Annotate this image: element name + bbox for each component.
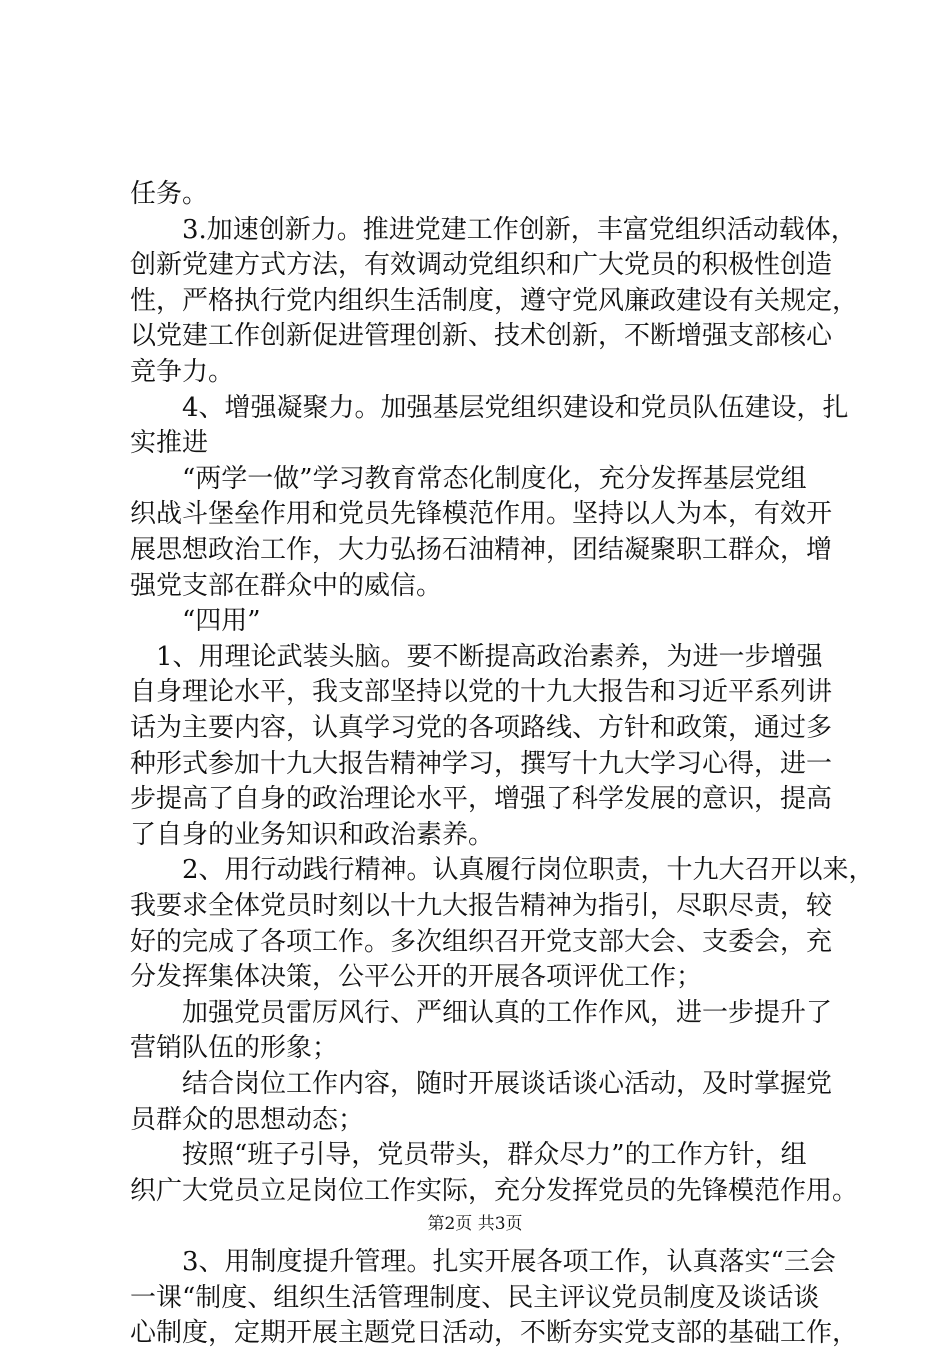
- text-line: “两学一做”学习教育常态化制度化，充分发挥基层党组: [130, 463, 807, 494]
- text-line: “四用”: [130, 606, 261, 637]
- text-line: 了自身的业务知识和政治素养。: [130, 819, 495, 850]
- text-line: 加强党员雷厉风行、严细认真的工作作风，进一步提升了: [130, 997, 833, 1028]
- text-line: 2、用行动践行精神。认真履行岗位职责，十九大召开以来，: [130, 855, 875, 886]
- text-line: 强党支部在群众中的威信。: [130, 570, 443, 601]
- text-line: 以党建工作创新促进管理创新、技术创新，不断增强支部核心: [130, 321, 833, 352]
- text-line: 4、增强凝聚力。加强基层党组织建设和党员队伍建设，扎: [130, 392, 849, 423]
- text-line: 我要求全体党员时刻以十九大报告精神为指引，尽职尽责，较: [130, 891, 833, 921]
- text-line: 营销队伍的形象；: [130, 1033, 339, 1064]
- text-line: 竞争力。: [130, 357, 235, 387]
- text-line: 员群众的思想动态；: [130, 1104, 365, 1135]
- text-line: 3、用制度提升管理。扎实开展各项工作，认真落实“三会: [130, 1247, 836, 1277]
- text-line: 一课“制度、组织生活管理制度、民主评议党员制度及谈话谈: [130, 1282, 820, 1313]
- text-line: 好的完成了各项工作。多次组织召开党支部大会、支委会，充: [130, 926, 833, 957]
- text-line: 任务。: [130, 179, 209, 209]
- text-line: 1、用理论武装头脑。要不断提高政治素养，为进一步增强: [130, 641, 823, 672]
- text-line: 展思想政治工作，大力弘扬石油精神，团结凝聚职工群众，增: [130, 535, 833, 565]
- text-line: 实推进: [130, 428, 209, 459]
- text-line: 按照“班子引导，党员带头，群众尽力”的工作方针，组: [130, 1140, 807, 1171]
- page-footer: 第2页 共3页: [427, 1214, 523, 1234]
- text-line: 种形式参加十九大报告精神学习，撰写十九大学习心得，进一: [130, 748, 833, 779]
- text-line: 话为主要内容，认真学习党的各项路线、方针和政策，通过多: [130, 713, 833, 743]
- text-line: 3.加速创新力。推进党建工作创新，丰富党组织活动载体，: [130, 214, 857, 245]
- text-line: 步提高了自身的政治理论水平，增强了科学发展的意识，提高: [130, 784, 833, 815]
- text-line: 性，严格执行党内组织生活制度，遵守党风廉政建设有关规定，: [130, 285, 859, 316]
- text-line: 自身理论水平，我支部坚持以党的十九大报告和习近平系列讲: [130, 677, 833, 708]
- text-line: 结合岗位工作内容，随时开展谈话谈心活动，及时掌握党: [130, 1069, 833, 1099]
- text-line: 分发挥集体决策，公平公开的开展各项评优工作；: [130, 962, 703, 993]
- text-line: 创新党建方式方法，有效调动党组织和广大党员的积极性创造: [130, 250, 833, 281]
- text-line: 织战斗堡垒作用和党员先锋模范作用。坚持以人为本，有效开: [130, 499, 833, 530]
- text-line: 心制度，定期开展主题党日活动，不断夯实党支部的基础工作，: [130, 1318, 859, 1349]
- text-line: 织广大党员立足岗位工作实际，充分发挥党员的先锋模范作用。: [130, 1175, 859, 1206]
